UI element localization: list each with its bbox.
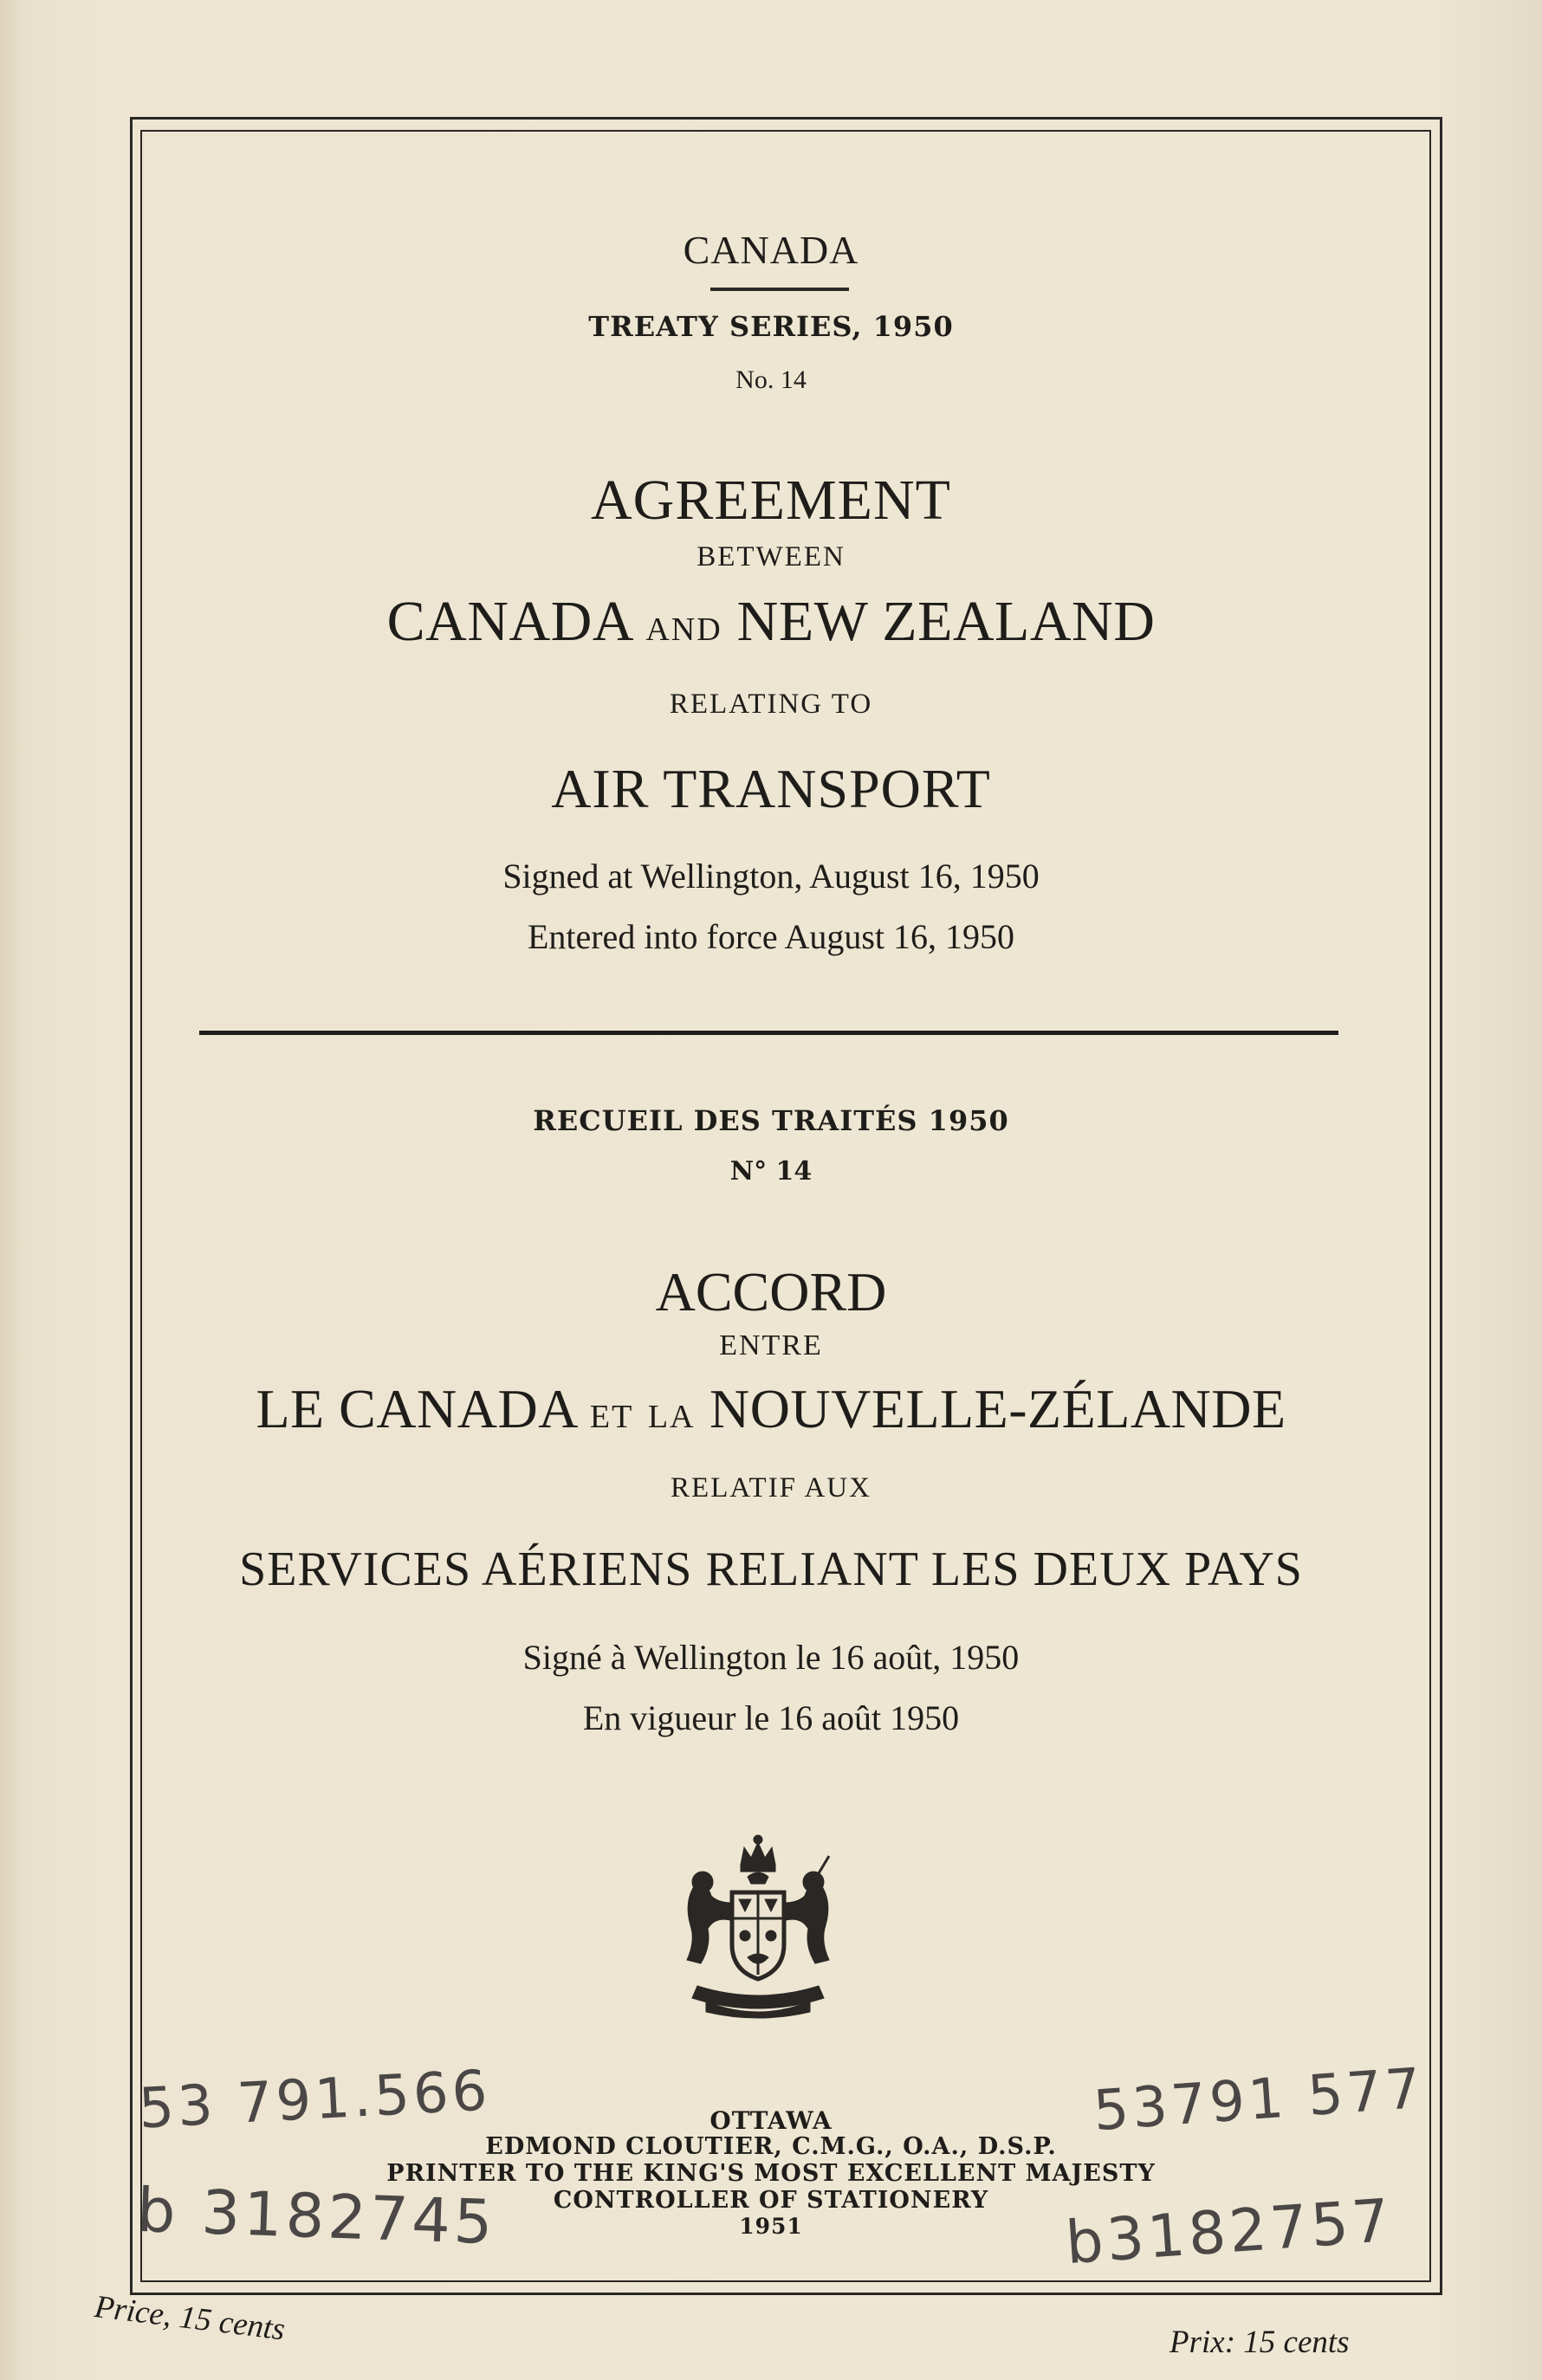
party-new-zealand: NEW ZEALAND [736, 590, 1156, 653]
party-nouvelle-zelande: NOUVELLE-ZÉLANDE [709, 1378, 1286, 1439]
signed-line: Signed at Wellington, August 16, 1950 [502, 857, 1040, 896]
imprint-title: PRINTER TO THE KING'S MOST EXCELLENT MAJESTY [386, 2160, 1156, 2187]
handwritten-number-bottom-left: b 3182745 [135, 2174, 497, 2259]
imprint-controller: CONTROLLER OF STATIONERY [553, 2187, 989, 2214]
and-label: AND [645, 611, 722, 648]
party-canada: CANADA [386, 590, 632, 653]
la-label: LA [647, 1399, 696, 1435]
canadian-coat-of-arms-icon [671, 1832, 845, 2022]
recueil-series: RECUEIL DES TRAITÉS 1950 [533, 1104, 1009, 1137]
vigueur-line: En vigueur le 16 août 1950 [582, 1698, 960, 1737]
section-divider [199, 1031, 1338, 1035]
handwritten-number-top-left: 53 791.566 [137, 2059, 493, 2142]
parties-line [0, 589, 1542, 655]
entered-line: Entered into force August 16, 1950 [527, 917, 1015, 956]
treaty-series: TREATY SERIES, 1950 [588, 310, 954, 343]
signe-line: Signé à Wellington le 16 août, 1950 [522, 1638, 1020, 1677]
short-rule [710, 288, 849, 291]
treaty-number: No. 14 [735, 365, 807, 394]
recueil-number: N° 14 [729, 1156, 813, 1187]
et-label: ET [589, 1399, 634, 1435]
entre-label: ENTRE [719, 1329, 823, 1361]
country-heading: CANADA [683, 228, 859, 272]
price-english: Price, 15 cents [92, 2288, 288, 2348]
relatif-label: RELATIF AUX [671, 1472, 871, 1504]
accord-title: ACCORD [655, 1261, 887, 1323]
handwritten-number-top-right: 53791 577 [1091, 2056, 1427, 2144]
subject-title: AIR TRANSPORT [551, 758, 991, 819]
imprint-year: 1951 [739, 2214, 803, 2239]
imprint-printer: EDMOND CLOUTIER, C.M.G., O.A., D.S.P. [485, 2133, 1057, 2160]
handwritten-number-bottom-right: b3182757 [1063, 2186, 1396, 2279]
relating-label: RELATING TO [669, 689, 873, 720]
agreement-title: AGREEMENT [591, 469, 951, 532]
fr-parties-line [0, 1377, 1542, 1441]
fr-subject-title: SERVICES AÉRIENS RELIANT LES DEUX PAYS [239, 1542, 1303, 1596]
party-le-canada: LE CANADA [256, 1378, 576, 1439]
between-label: BETWEEN [696, 541, 846, 572]
imprint-city: OTTAWA [709, 2106, 833, 2135]
price-french: Prix: 15 cents [1169, 2325, 1350, 2360]
